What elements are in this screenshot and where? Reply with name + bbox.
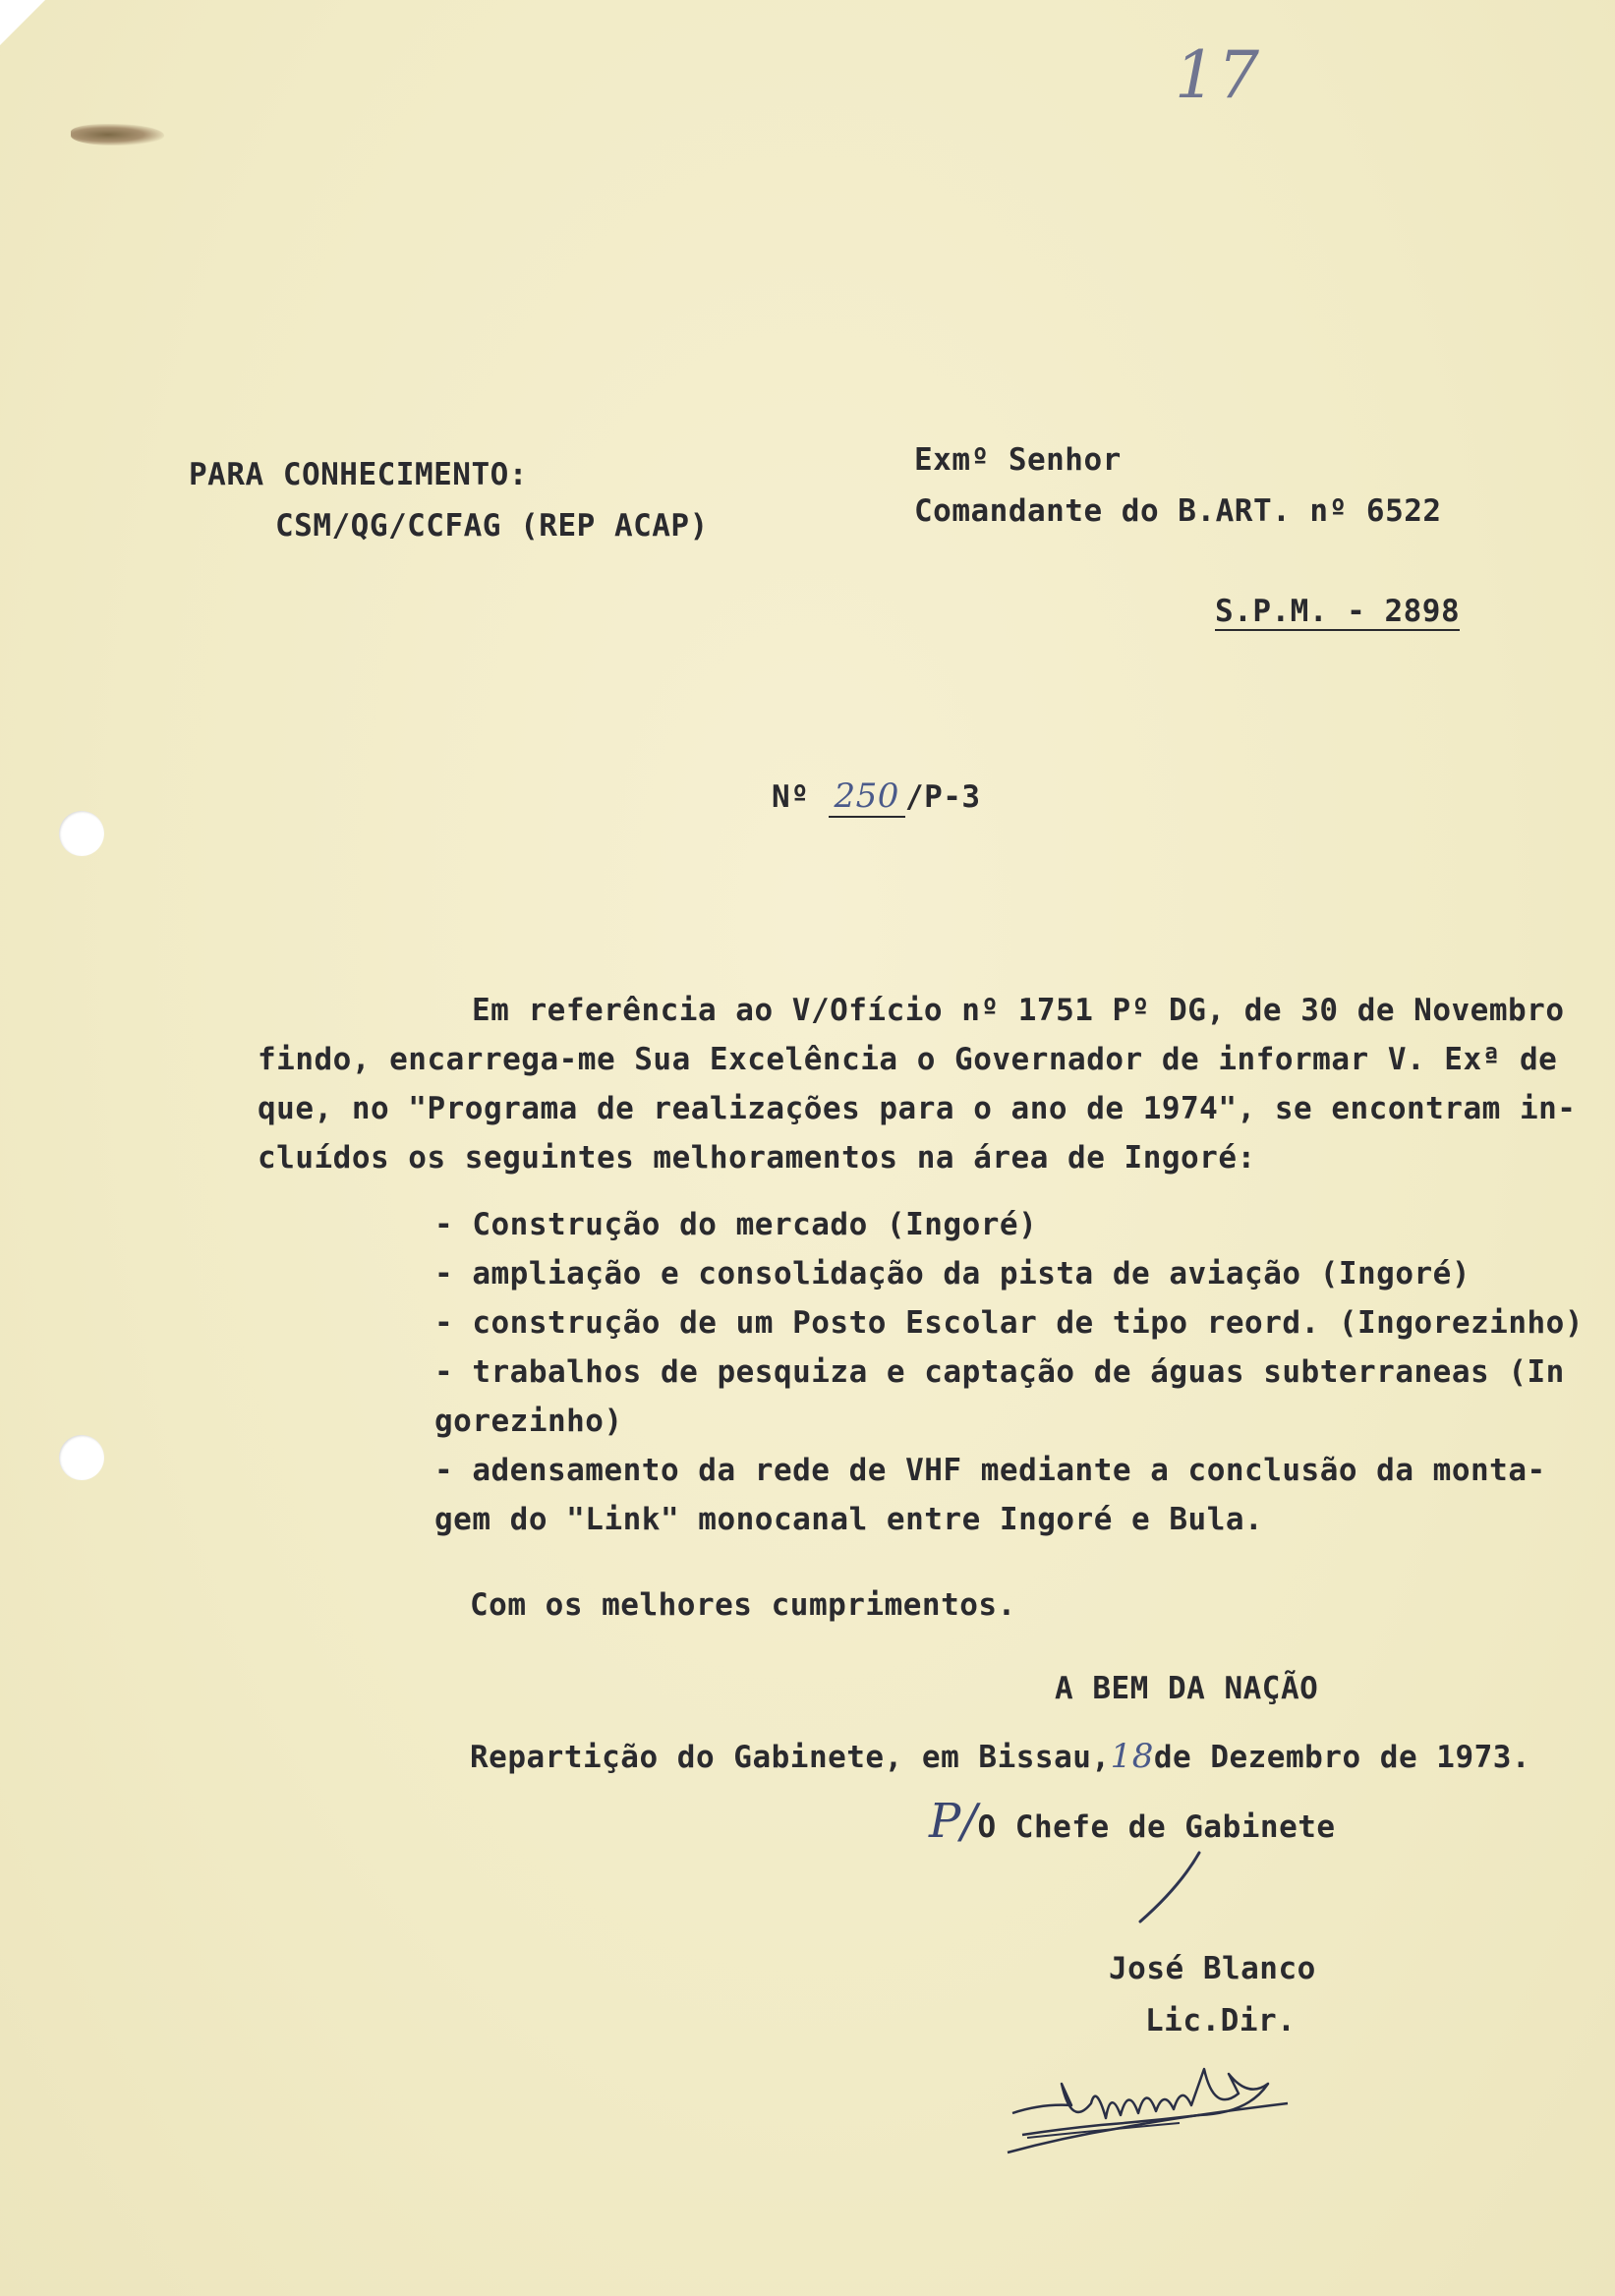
punch-hole-bottom [59, 1435, 104, 1480]
list-item: - ampliação e consolidação da pista de aviação (Ingoré) [434, 1256, 1471, 1292]
body-line-1: Em referência ao V/Ofício nº 1751 Pº DG, de 30 de Novembro [472, 993, 1565, 1028]
distribution-title: PARA CONHECIMENTO: [189, 457, 528, 492]
chief-title: O Chefe de Gabinete [977, 1809, 1336, 1845]
folded-corner [0, 0, 45, 45]
list-item: - trabalhos de pesquiza e captação de águas subterraneas (In [434, 1354, 1565, 1390]
motto: A BEM DA NAÇÃO [1055, 1671, 1319, 1706]
handwritten-po: P/ [929, 1794, 978, 1849]
addressee-salutation: Exmº Senhor [914, 442, 1122, 478]
place-date [470, 1737, 1530, 1776]
body-line-3: que, no "Programa de realizações para o ano de 1974", se encontram in- [258, 1091, 1577, 1126]
reference-number [772, 776, 981, 816]
handwritten-day: 18 [1110, 1737, 1154, 1776]
place-date-prefix: Repartição do Gabinete, em Bissau, [470, 1740, 1111, 1775]
chief-line [929, 1794, 1336, 1849]
list-item: - adensamento da rede de VHF mediante a conclusão da monta- [434, 1453, 1546, 1488]
closing-greeting: Com os melhores cumprimentos. [470, 1587, 1016, 1623]
distribution-recipient: CSM/QG/CCFAG (REP ACAP) [275, 508, 709, 544]
signatory-title: Lic.Dir. [1145, 2003, 1297, 2038]
reference-prefix: Nº [772, 779, 810, 815]
signatory-name: José Blanco [1109, 1951, 1316, 1986]
list-item-continuation: gem do "Link" monocanal entre Ingoré e Bula. [434, 1502, 1264, 1537]
reference-suffix: /P-3 [904, 779, 981, 815]
handwritten-signature [1003, 2044, 1298, 2162]
body-line-4: cluídos os seguintes melhoramentos na área de Ingoré: [258, 1140, 1256, 1176]
list-item: - construção de um Posto Escolar de tipo reord. (Ingorezinho) [434, 1305, 1584, 1341]
initial-stroke [1130, 1848, 1209, 1926]
list-item-continuation: gorezinho) [434, 1404, 623, 1439]
body-line-2: findo, encarrega-me Sua Excelência o Governador de informar V. Exª de [258, 1042, 1558, 1077]
reference-handwritten: 250 [829, 776, 905, 818]
punch-hole-top [59, 811, 104, 856]
paper-stain [71, 124, 164, 145]
spm-number: S.P.M. - 2898 [1215, 594, 1461, 629]
list-item: - Construção do mercado (Ingoré) [434, 1207, 1038, 1242]
place-date-suffix: de Dezembro de 1973. [1153, 1740, 1531, 1775]
folio-number: 17 [1175, 37, 1261, 113]
addressee-name: Comandante do B.ART. nº 6522 [914, 493, 1442, 529]
